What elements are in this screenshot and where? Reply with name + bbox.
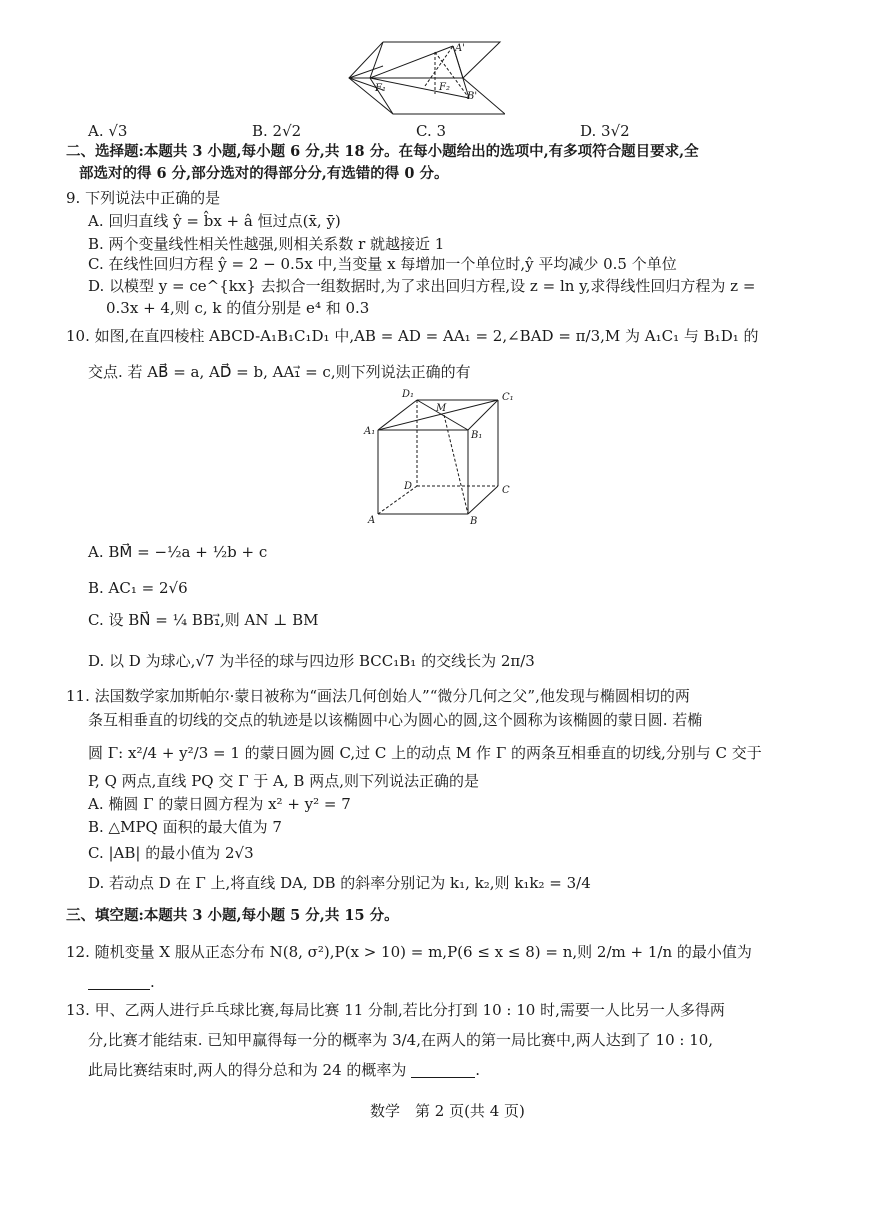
label-b1: B₁ (471, 430, 483, 441)
label-a1: A₁ (364, 426, 376, 437)
q10-option-b: B. AC₁ = 2√6 (88, 579, 188, 597)
q13-line2: 分,比赛才能结束. 已知甲赢得每一分的概率为 3/4,在两人的第一局比赛中,两人达到了 10 : 10, (88, 1031, 714, 1049)
q11-option-b: B. △MPQ 面积的最大值为 7 (88, 818, 282, 836)
q8-option-d: D. 3√2 (580, 122, 630, 140)
q11-stem-line2: 条互相垂直的切线的交点的轨迹是以该椭圆中心为圆心的圆,这个圆称为该椭圆的蒙日圆. 若椭 (88, 711, 703, 729)
q9-stem: 9. 下列说法中正确的是 (66, 189, 221, 207)
section2-heading-line2: 部选对的得 6 分,部分选对的得部分分,有选错的得 0 分。 (79, 165, 449, 182)
q10-option-d: D. 以 D 为球心,√7 为半径的球与四边形 BCC₁B₁ 的交线长为 2π/3 (88, 652, 535, 670)
q11-stem-line4: P, Q 两点,直线 PQ 交 Γ 于 A, B 两点,则下列说法正确的是 (88, 772, 479, 790)
label-m: M (436, 403, 447, 414)
q12-line2-end: . (150, 973, 155, 991)
page-footer: 数学 第 2 页(共 4 页) (370, 1102, 525, 1120)
section3-heading: 三、填空题:本题共 3 小题,每小题 5 分,共 15 分。 (66, 907, 399, 924)
label-d1: D₁ (402, 389, 415, 400)
label-f1: F₁ (375, 83, 386, 94)
q10-stem-line1: 10. 如图,在直四棱柱 ABCD-A₁B₁C₁D₁ 中,AB = AD = AA₁ = 2,∠BAD = π/3,M 为 A₁C₁ 与 B₁D₁ 的 (66, 327, 759, 345)
q9-option-d-line2: 0.3x + 4,则 c, k 的值分别是 e⁴ 和 0.3 (106, 299, 370, 317)
q11-stem-line3: 圆 Γ: x²/4 + y²/3 = 1 的蒙日圆为圆 C,过 C 上的动点 M 作 Γ 的两条互相垂直的切线,分别与 C 交于 (88, 744, 762, 762)
q13-answer-blank[interactable] (411, 1063, 475, 1078)
q9-option-d-line1: D. 以模型 y = ce^{kx} 去拟合一组数据时,为了求出回归方程,设 z = ln y,求得线性回归方程为 z = (88, 277, 756, 295)
prism-figure (362, 386, 520, 526)
folded-shape-figure (345, 38, 505, 120)
q8-option-b: B. 2√2 (252, 122, 302, 140)
q8-option-a: A. √3 (88, 122, 128, 140)
label-a-prime: A' (455, 43, 465, 54)
label-d: D (404, 481, 413, 492)
q10-stem-line2: 交点. 若 AB⃗ = a, AD⃗ = b, AA₁⃗ = c,则下列说法正确的有 (88, 363, 471, 381)
label-c1: C₁ (502, 392, 514, 403)
q11-stem-line1: 11. 法国数学家加斯帕尔·蒙日被称为“画法几何创始人”“微分几何之父”,他发现与椭圆相切的两 (66, 687, 690, 705)
q13-line3-end: . (475, 1061, 480, 1079)
q10-option-a: A. BM⃗ = −½a + ½b + c (88, 543, 268, 561)
label-c: C (502, 485, 510, 496)
q13-line3 (88, 1060, 480, 1080)
label-a: A (368, 515, 376, 526)
section2-heading-line1: 二、选择题:本题共 3 小题,每小题 6 分,共 18 分。在每小题给出的选项中,有多项符合题目要求,全 (66, 143, 699, 160)
q11-option-a: A. 椭圆 Γ 的蒙日圆方程为 x² + y² = 7 (88, 795, 351, 813)
q11-option-d: D. 若动点 D 在 Γ 上,将直线 DA, DB 的斜率分别记为 k₁, k₂,则 k₁k₂ = 3/4 (88, 874, 591, 892)
q13-line1: 13. 甲、乙两人进行乒乓球比赛,每局比赛 11 分制,若比分打到 10 : 10 时,需要一人比另一人多得两 (66, 1001, 725, 1019)
q9-option-a: A. 回归直线 ŷ = b̂x + â 恒过点(x̄, ȳ) (88, 212, 341, 230)
q8-option-c: C. 3 (416, 122, 447, 140)
q11-option-c: C. |AB| 的最小值为 2√3 (88, 844, 254, 862)
q9-option-c: C. 在线性回归方程 ŷ = 2 − 0.5x 中,当变量 x 每增加一个单位时,ŷ 平均减少 0.5 个单位 (88, 255, 677, 273)
q12-line2 (88, 972, 155, 992)
label-b: B (470, 516, 478, 526)
q12-answer-blank[interactable] (88, 975, 150, 990)
q10-option-c: C. 设 BN⃗ = ¼ BB₁⃗,则 AN ⊥ BM (88, 611, 319, 629)
q9-option-b: B. 两个变量线性相关性越强,则相关系数 r 就越接近 1 (88, 235, 445, 253)
label-f2: F₂ (439, 82, 450, 93)
q13-line3-text: 此局比赛结束时,两人的得分总和为 24 的概率为 (88, 1061, 407, 1079)
q12-line1: 12. 随机变量 X 服从正态分布 N(8, σ²),P(x > 10) = m,P(6 ≤ x ≤ 8) = n,则 2/m + 1/n 的最小值为 (66, 943, 752, 961)
label-b-prime: B' (467, 91, 478, 102)
